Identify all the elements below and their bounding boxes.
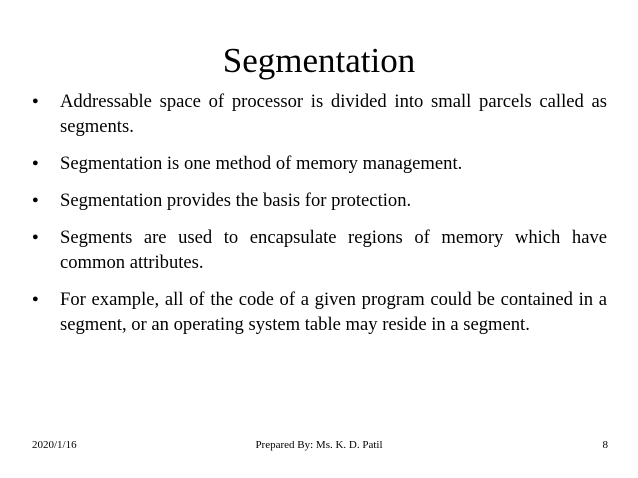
bullet-item bbox=[32, 287, 607, 337]
bullet-text: Addressable space of processor is divided into small parcels called as segments. bbox=[60, 91, 607, 137]
slide-title: Segmentation bbox=[222, 41, 416, 80]
bullet-text: For example, all of the code of a given program could be contained in a segment, or an operating system table may reside in a segment. bbox=[60, 289, 607, 335]
bullet-dot-icon: ● bbox=[32, 293, 39, 305]
bullet-item bbox=[32, 225, 607, 275]
bullet-dot-icon: ● bbox=[32, 95, 39, 107]
bullet-item bbox=[32, 151, 607, 176]
bullet-text: Segmentation is one method of memory management. bbox=[60, 153, 463, 174]
bullet-text: Segments are used to encapsulate regions of memory which have common attributes. bbox=[60, 227, 607, 273]
bullet-item bbox=[32, 188, 607, 213]
page-number: 8 bbox=[602, 439, 608, 451]
bullet-dot-icon: ● bbox=[32, 157, 39, 169]
bullet-text: Segmentation provides the basis for protection. bbox=[60, 190, 412, 211]
bullet-item bbox=[32, 89, 607, 139]
bullet-list bbox=[32, 89, 607, 349]
bullet-dot-icon: ● bbox=[32, 194, 39, 206]
bullet-dot-icon: ● bbox=[32, 231, 39, 243]
footer-author: Prepared By: Ms. K. D. Patil bbox=[255, 439, 383, 451]
footer-date: 2020/1/16 bbox=[32, 439, 77, 451]
